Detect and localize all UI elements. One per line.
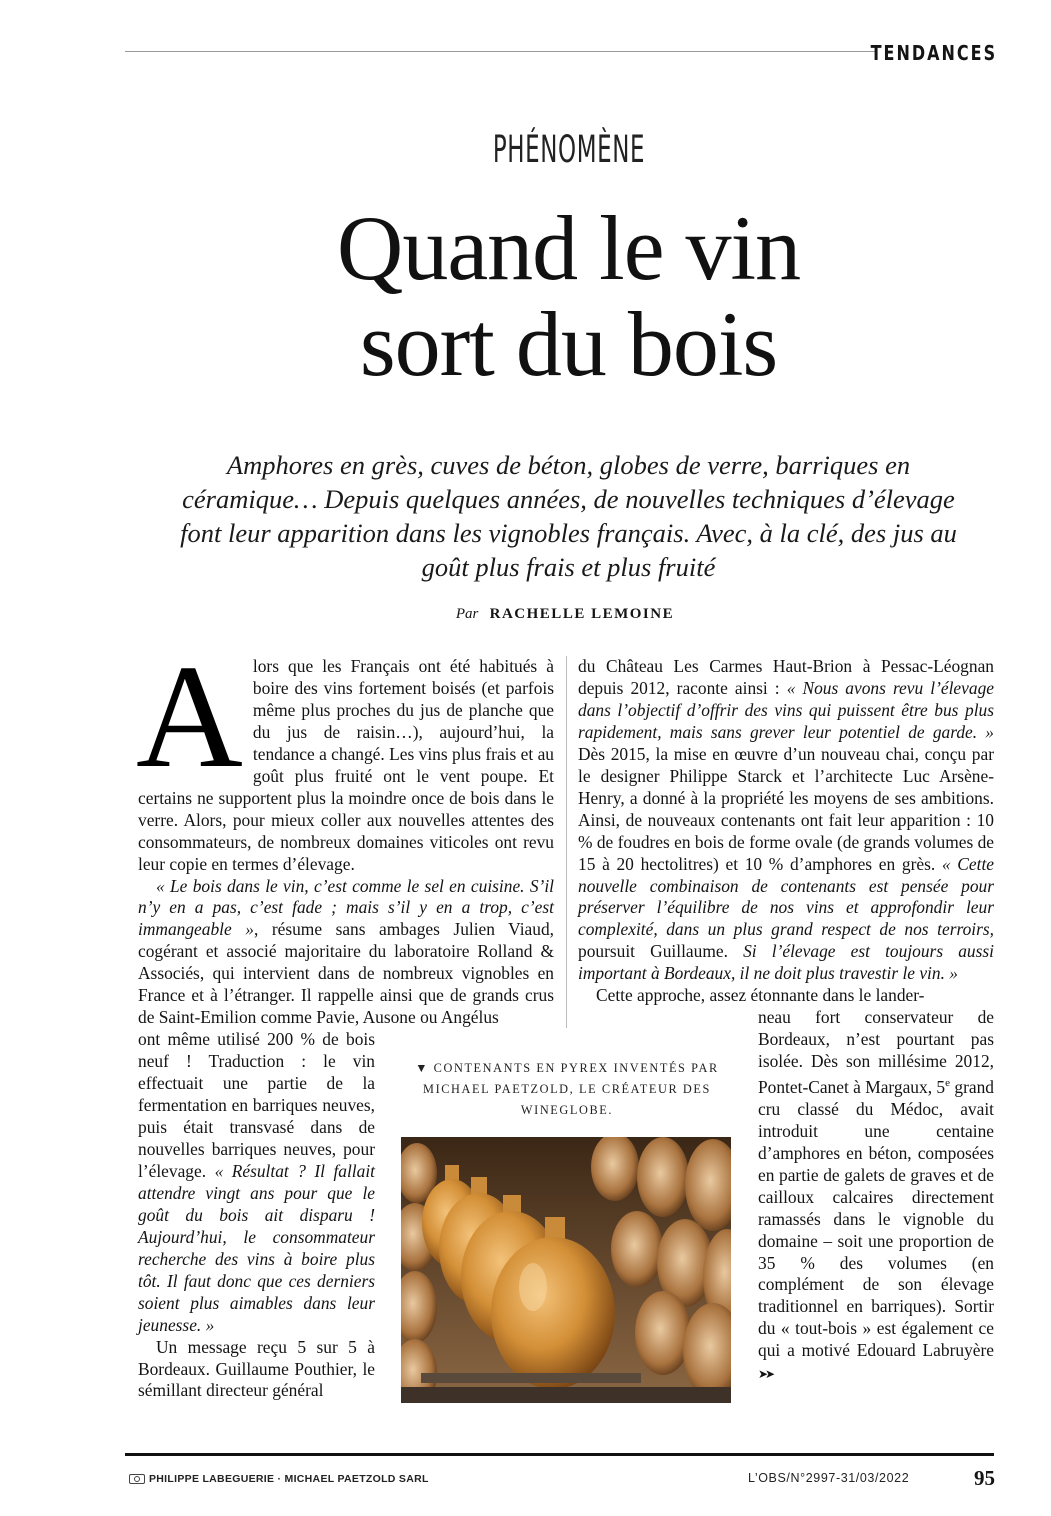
paragraph-200-percent: ont même utilisé 200 % de bois neuf ! Traduction : le vin effectuait une partie de la fermentation en barriques neuves, puis était transvasé dans de nouvelles barriques neuves, pour l’élevage. « Résultat ? Il fallait attendre vingt ans pour que le goût du bois ait disparu ! Aujourd’hui, le consommateur recherche des vins à boire plus tôt. Il faut donc que ces derniers soient plus aimables dans leur jeunesse. » bbox=[138, 1029, 375, 1335]
article-title bbox=[200, 197, 937, 395]
paragraph-intro: Alors que les Français ont été habitués à boire des vins fortement boisés (et parfois même plus proches du jus de planche que du jus de raisin…), aujourd’hui, la tendance a changé. Les vins plus frais et au goût plus fruité ont le vent poupe. Et certains ne supportent plus la moindre once de bois dans le verre. Alors, pour mieux coller aux nouvelles attentes des consommateurs, de nombreux domaines viticoles ont revu leur copie en termes d’élevage. bbox=[136, 635, 554, 874]
footer-rule bbox=[125, 1453, 994, 1456]
byline-prefix: Par bbox=[455, 606, 479, 622]
photo-caption: ▼ CONTENANTS EN PYREX INVENTÉS PAR MICHAEL PAETZOLD, LE CRÉATEUR DES WINEGLOBE. bbox=[415, 1061, 719, 1117]
title-line-1: Quand le vin bbox=[336, 197, 801, 299]
paragraph-pontet-canet: neau fort conservateur de Bordeaux, n’est pourtant pas isolée. Dès son millésime 2012, Pontet-Canet à Margaux, 5e grand cru classé du Médoc, avait introduit une centaine d’amphores en béton, composées en partie de galets de graves et de cailloux calcaires directement ramassés dans le vignoble du domaine – soit une proportion de 35 % des volumes (en complément de son élevage traditionnel en barriques). Sortir du « tout-bois » est également ce qui a motivé Edouard Labruyère ➤➤ bbox=[758, 1007, 994, 1382]
paragraph-carmes: du Château Les Carmes Haut-Brion à Pessac-Léognan depuis 2012, raconte ainsi : « Nous avons revu l’élevage dans l’objectif d’offrir des vins qui puissent être bus plus rapidement, mais sans grever leur potentiel de garde. » Dès 2015, la mise en œuvre d’un nouveau chai, conçu par le designer Philippe Starck et l’architecte Luc Arsène-Henry, a donné à la propriété les moyens de ses ambitions. Ainsi, de nouveaux contenants ont fait leur apparition : 10 % de foudres en bois de forme ovale (de grands volumes de 15 à 20 hectolitres) et 10 % d’amphores en grès. « Cette nouvelle combinaison de contenants est pensée pour préserver l’équilibre de nos vins et approfondir leur complexité, dans un plus grand respect de nos terroirs, poursuit Guillaume. Si l’élevage est toujours aussi important à Bordeaux, il ne doit plus travestir le vin. » bbox=[578, 656, 994, 984]
article-standfirst: Amphores en grès, cuves de béton, globes de verre, barriques en céramique… Depuis quelques années, de nouvelles techniques d’élevage font leur apparition dans les vignobles français. Avec, à la clé, des jus au goût plus frais et plus fruité bbox=[180, 450, 957, 582]
continue-arrow-icon: ➤➤ bbox=[758, 1367, 773, 1382]
section-label: TENDANCES bbox=[870, 41, 997, 65]
header-rule bbox=[125, 51, 877, 52]
photo-credit: PHILIPPE LABEGUERIE · MICHAEL PAETZOLD SARL bbox=[129, 1473, 429, 1485]
issue-reference: L’OBS/N°2997-31/03/2022 bbox=[748, 1471, 910, 1485]
byline-author: RACHELLE LEMOINE bbox=[489, 606, 675, 622]
cellar-illustration bbox=[401, 1137, 731, 1403]
wineglobe-photo bbox=[401, 1137, 731, 1403]
camera-icon bbox=[129, 1474, 145, 1484]
drop-cap: A bbox=[136, 635, 243, 799]
column-divider bbox=[566, 656, 567, 1028]
paragraph-quote-viaud: « Le bois dans le vin, c’est comme le sel en cuisine. S’il n’y en a pas, c’est fade ; mais s’il y en a trop, c’est immangeable », résume sans ambages Julien Viaud, cogérant et associé majoritaire du laboratoire Rolland & Associés, qui intervient dans de nombreux vignobles en France et à l’étranger. Il rappelle ainsi que de grands crus de Saint-Emilion comme Pavie, Ausone ou Angélus bbox=[138, 875, 554, 1028]
paragraph-message: Un message reçu 5 sur 5 à Bordeaux. Guillaume Pouthier, le sémillant directeur général bbox=[138, 1336, 375, 1401]
article-kicker: PHÉNOMÈNE bbox=[492, 128, 646, 171]
page-number: 95 bbox=[974, 1466, 995, 1490]
title-line-2: sort du bois bbox=[359, 293, 778, 395]
paragraph-approche-line: Cette approche, assez étonnante dans le lander- bbox=[596, 985, 925, 1006]
byline bbox=[0, 606, 1051, 623]
